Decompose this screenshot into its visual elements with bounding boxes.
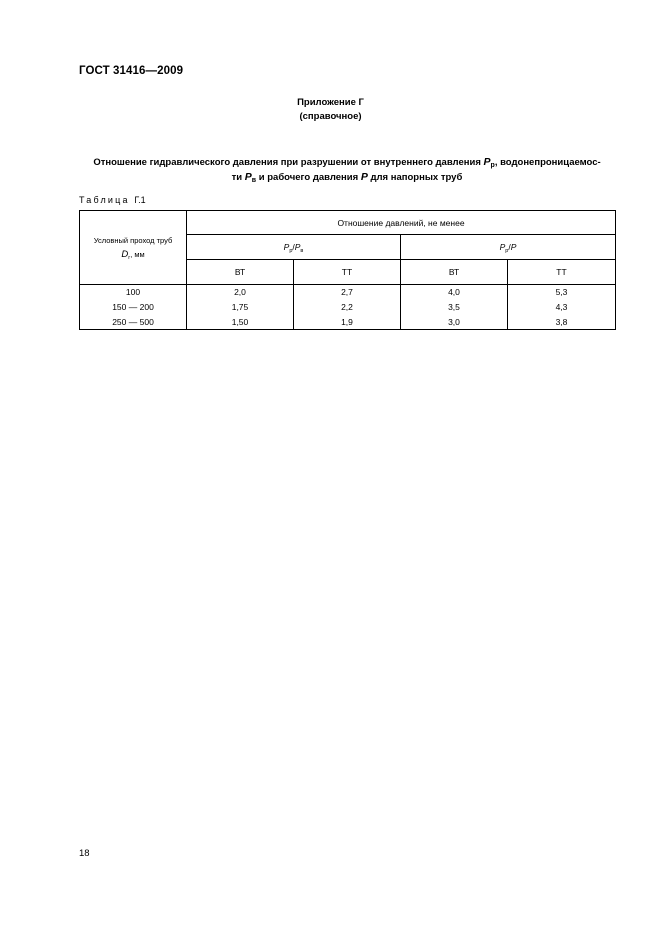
annex-subtitle: (справочное) <box>299 111 362 122</box>
table-cell: 3,8 <box>508 315 616 330</box>
table-cell: 2,0 <box>187 285 294 300</box>
data-table <box>79 210 616 330</box>
heading-symbol-pb: P <box>244 171 252 183</box>
table-cell: 100 <box>80 285 187 300</box>
header-pressure-ratio: Отношение давлений, не менее <box>187 211 616 235</box>
table-cell: 3,5 <box>401 300 508 315</box>
table-cell: 3,0 <box>401 315 508 330</box>
heading-text-2: , водонепроницаемос- <box>494 157 601 168</box>
ratio2-sub1: р <box>505 248 509 254</box>
ratio1-sub1: р <box>289 248 293 254</box>
heading-symbol-pw: P <box>360 171 368 183</box>
header-col-vt-1: ВТ <box>187 260 294 285</box>
table-row <box>80 300 616 315</box>
table-row <box>80 285 616 300</box>
header-col-tt-1: ТТ <box>294 260 401 285</box>
heading-text-1: Отношение гидравлического давления при разрушении от внутреннего давления <box>93 157 484 168</box>
ratio2-sym1: P <box>499 242 506 252</box>
table-cell: 5,3 <box>508 285 616 300</box>
table-cell: 4,0 <box>401 285 508 300</box>
heading-subscript-b: в <box>251 177 257 184</box>
header-col-vt-2: ВТ <box>401 260 508 285</box>
header-subscript-g: г <box>128 254 131 261</box>
header-ratio-pp-pb <box>187 235 401 260</box>
annex-title: Приложение Г <box>297 97 364 108</box>
ratio1-sym2: P <box>294 242 301 252</box>
header-col-tt-2: ТТ <box>508 260 616 285</box>
ratio2-slash: / <box>508 242 511 252</box>
ratio1-slash: / <box>292 242 295 252</box>
section-heading <box>79 155 615 185</box>
table-cell: 1,9 <box>294 315 401 330</box>
heading-subscript-p: p <box>490 162 495 169</box>
header-unit: , мм <box>130 249 145 259</box>
table-cell: 150 — 200 <box>80 300 187 315</box>
header-symbol-d: D <box>121 248 129 260</box>
heading-text-3: ти <box>231 172 245 183</box>
document-code: ГОСТ 31416—2009 <box>79 65 184 77</box>
header-ratio-pp-p <box>401 235 616 260</box>
ratio2-sym2: P <box>510 242 517 252</box>
table-caption <box>79 195 146 205</box>
table-cell: 2,7 <box>294 285 401 300</box>
table-cell: 250 — 500 <box>80 315 187 330</box>
table-caption-number: Г.1 <box>134 195 146 205</box>
heading-text-5: для напорных труб <box>367 172 463 183</box>
table-cell: 1,75 <box>187 300 294 315</box>
heading-symbol-p: P <box>483 156 491 168</box>
table-cell: 4,3 <box>508 300 616 315</box>
heading-text-4: и рабочего давления <box>256 172 361 183</box>
header-pipe-bore <box>80 211 187 285</box>
ratio1-sub2: в <box>300 248 304 254</box>
table-cell: 1,50 <box>187 315 294 330</box>
ratio1-sym1: P <box>283 242 290 252</box>
header-pipe-bore-text: Условный проход труб <box>93 235 173 245</box>
page-number: 18 <box>79 848 90 859</box>
table-row <box>80 315 616 330</box>
annex-block <box>0 96 661 124</box>
table-caption-label: Таблица <box>79 195 130 205</box>
table-cell: 2,2 <box>294 300 401 315</box>
